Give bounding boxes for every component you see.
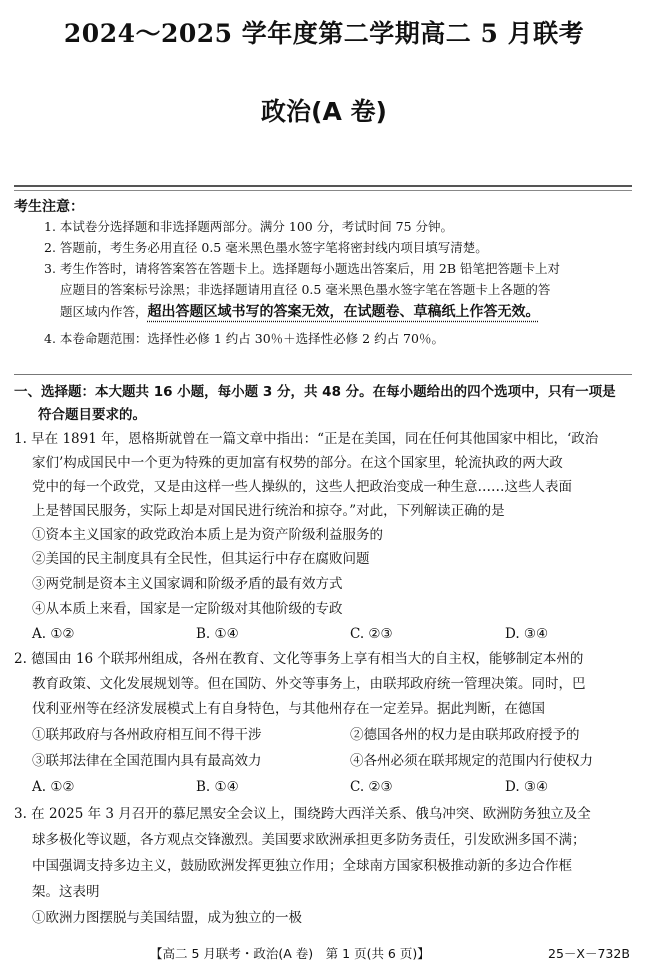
notice-item-2: 2. 答题前，考生务必用直径 0.5 毫米黑色墨水签字笔将密封线内项目填写清楚。 [44, 240, 488, 255]
q2-choice-3: ③联邦法律在全国范围内具有最高效力 [32, 753, 262, 769]
exam-subtitle: 政治(A 卷) [261, 97, 387, 126]
q1-option-a: A. ①② [32, 626, 75, 642]
notice-item-3-end [60, 301, 634, 323]
q1-choice-4: ④从本质上来看，国家是一定阶级对其他阶级的专政 [32, 601, 343, 617]
q2-option-a: A. ①② [32, 779, 75, 795]
divider-section [14, 374, 632, 375]
q1-stem-line1: 1. 早在 1891 年，恩格斯就曾在一篇文章中指出：“正是在美国，同在任何其他国家中相比，‘政治 [14, 431, 599, 447]
q3-stem-line1: 3. 在 2025 年 3 月召开的慕尼黑安全会议上，围绕跨大西洋关系、俄乌冲突、欧洲防务独立及全 [14, 806, 591, 822]
notice-item-3-cont: 应题目的答案标号涂黑；非选择题请用直径 0.5 毫米黑色墨水签字笔在答题卡上各题的答 [60, 282, 551, 297]
q1-stem-line2: 家们’构成国民中一个更为特殊的更加富有权势的部分。在这个国家里，轮流执政的两大政 [32, 455, 563, 471]
notice-item-4: 4. 本卷命题范围：选择性必修 1 约占 30％＋选择性必修 2 约占 70％。 [44, 331, 444, 346]
page-footer: 【高二 5 月联考・政治(A 卷) 第 1 页(共 6 页)】 [150, 946, 430, 961]
q3-choice-1: ①欧洲力图摆脱与美国结盟，成为独立的一极 [32, 910, 302, 926]
notice-item-3-tail: 题区域内作答， [60, 304, 148, 319]
q1-choice-3: ③两党制是资本主义国家调和阶级矛盾的最有效方式 [32, 576, 343, 592]
q2-choice-2: ②德国各州的权力是由联邦政府授予的 [350, 727, 580, 743]
q1-choice-2: ②美国的民主制度具有全民性，但其运行中存在腐败问题 [32, 551, 370, 567]
notice-item-1: 1. 本试卷分选择题和非选择题两部分。满分 100 分，考试时间 75 分钟。 [44, 219, 454, 234]
divider-thin [14, 190, 632, 191]
q2-stem-line2: 教育政策、文化发展规划等。但在国防、外交等事务上，由联邦政府统一管理决策。同时，巴 [32, 676, 586, 692]
q2-option-b: B. ①④ [196, 779, 239, 795]
q1-option-d: D. ③④ [505, 626, 549, 642]
exam-title: 2024～2025 学年度第二学期高二 5 月联考 [63, 19, 585, 48]
q2-stem-line1: 2. 德国由 16 个联邦州组成，各州在教育、文化等事务上享有相当大的自主权，能够制定本州的 [14, 651, 584, 667]
exam-code: 25－X－732B [548, 946, 630, 961]
q3-stem-line2: 球多极化等议题，各方观点交锋激烈。美国要求欧洲承担更多防务责任，引发欧洲多国不满； [32, 832, 586, 848]
divider-thick [14, 185, 632, 187]
section-heading-line1: 一、选择题：本大题共 16 小题，每小题 3 分，共 48 分。在每小题给出的四个选项中，只有一项是 [14, 384, 616, 400]
section-heading-line2: 符合题目要求的。 [38, 407, 146, 423]
q3-stem-line3: 中国强调支持多边主义，鼓励欧洲发挥更独立作用；全球南方国家积极推动新的多边合作框 [32, 858, 572, 874]
notice-emphasis: 超出答题区域书写的答案无效，在试题卷、草稿纸上作答无效。 [147, 304, 540, 320]
q1-choice-1: ①资本主义国家的政党政治本质上是为资产阶级利益服务的 [32, 527, 383, 543]
q2-option-d: D. ③④ [505, 779, 549, 795]
q1-option-c: C. ②③ [350, 626, 393, 642]
q1-option-b: B. ①④ [196, 626, 239, 642]
q1-stem-line3: 党中的每一个政党，又是由这样一些人操纵的，这些人把政治变成一种生意……这些人表面 [32, 479, 572, 495]
notice-heading: 考生注意： [14, 199, 84, 215]
q2-choice-1: ①联邦政府与各州政府相互间不得干涉 [32, 727, 262, 743]
q2-choice-4: ④各州必须在联邦规定的范围内行使权力 [350, 753, 593, 769]
notice-item-3: 3. 考生作答时，请将答案答在答题卡上。选择题每小题选出答案后，用 2B 铅笔把答题卡上对 [44, 261, 560, 276]
q1-stem-line4: 上是替国民服务，实际上却是对国民进行统治和掠夺。”对此，下列解读正确的是 [32, 503, 505, 519]
q3-stem-line4: 架。这表明 [32, 884, 100, 900]
q2-stem-line3: 伐利亚州等在经济发展模式上有自身特色，与其他州存在一定差异。据此判断，在德国 [32, 701, 545, 717]
q2-option-c: C. ②③ [350, 779, 393, 795]
